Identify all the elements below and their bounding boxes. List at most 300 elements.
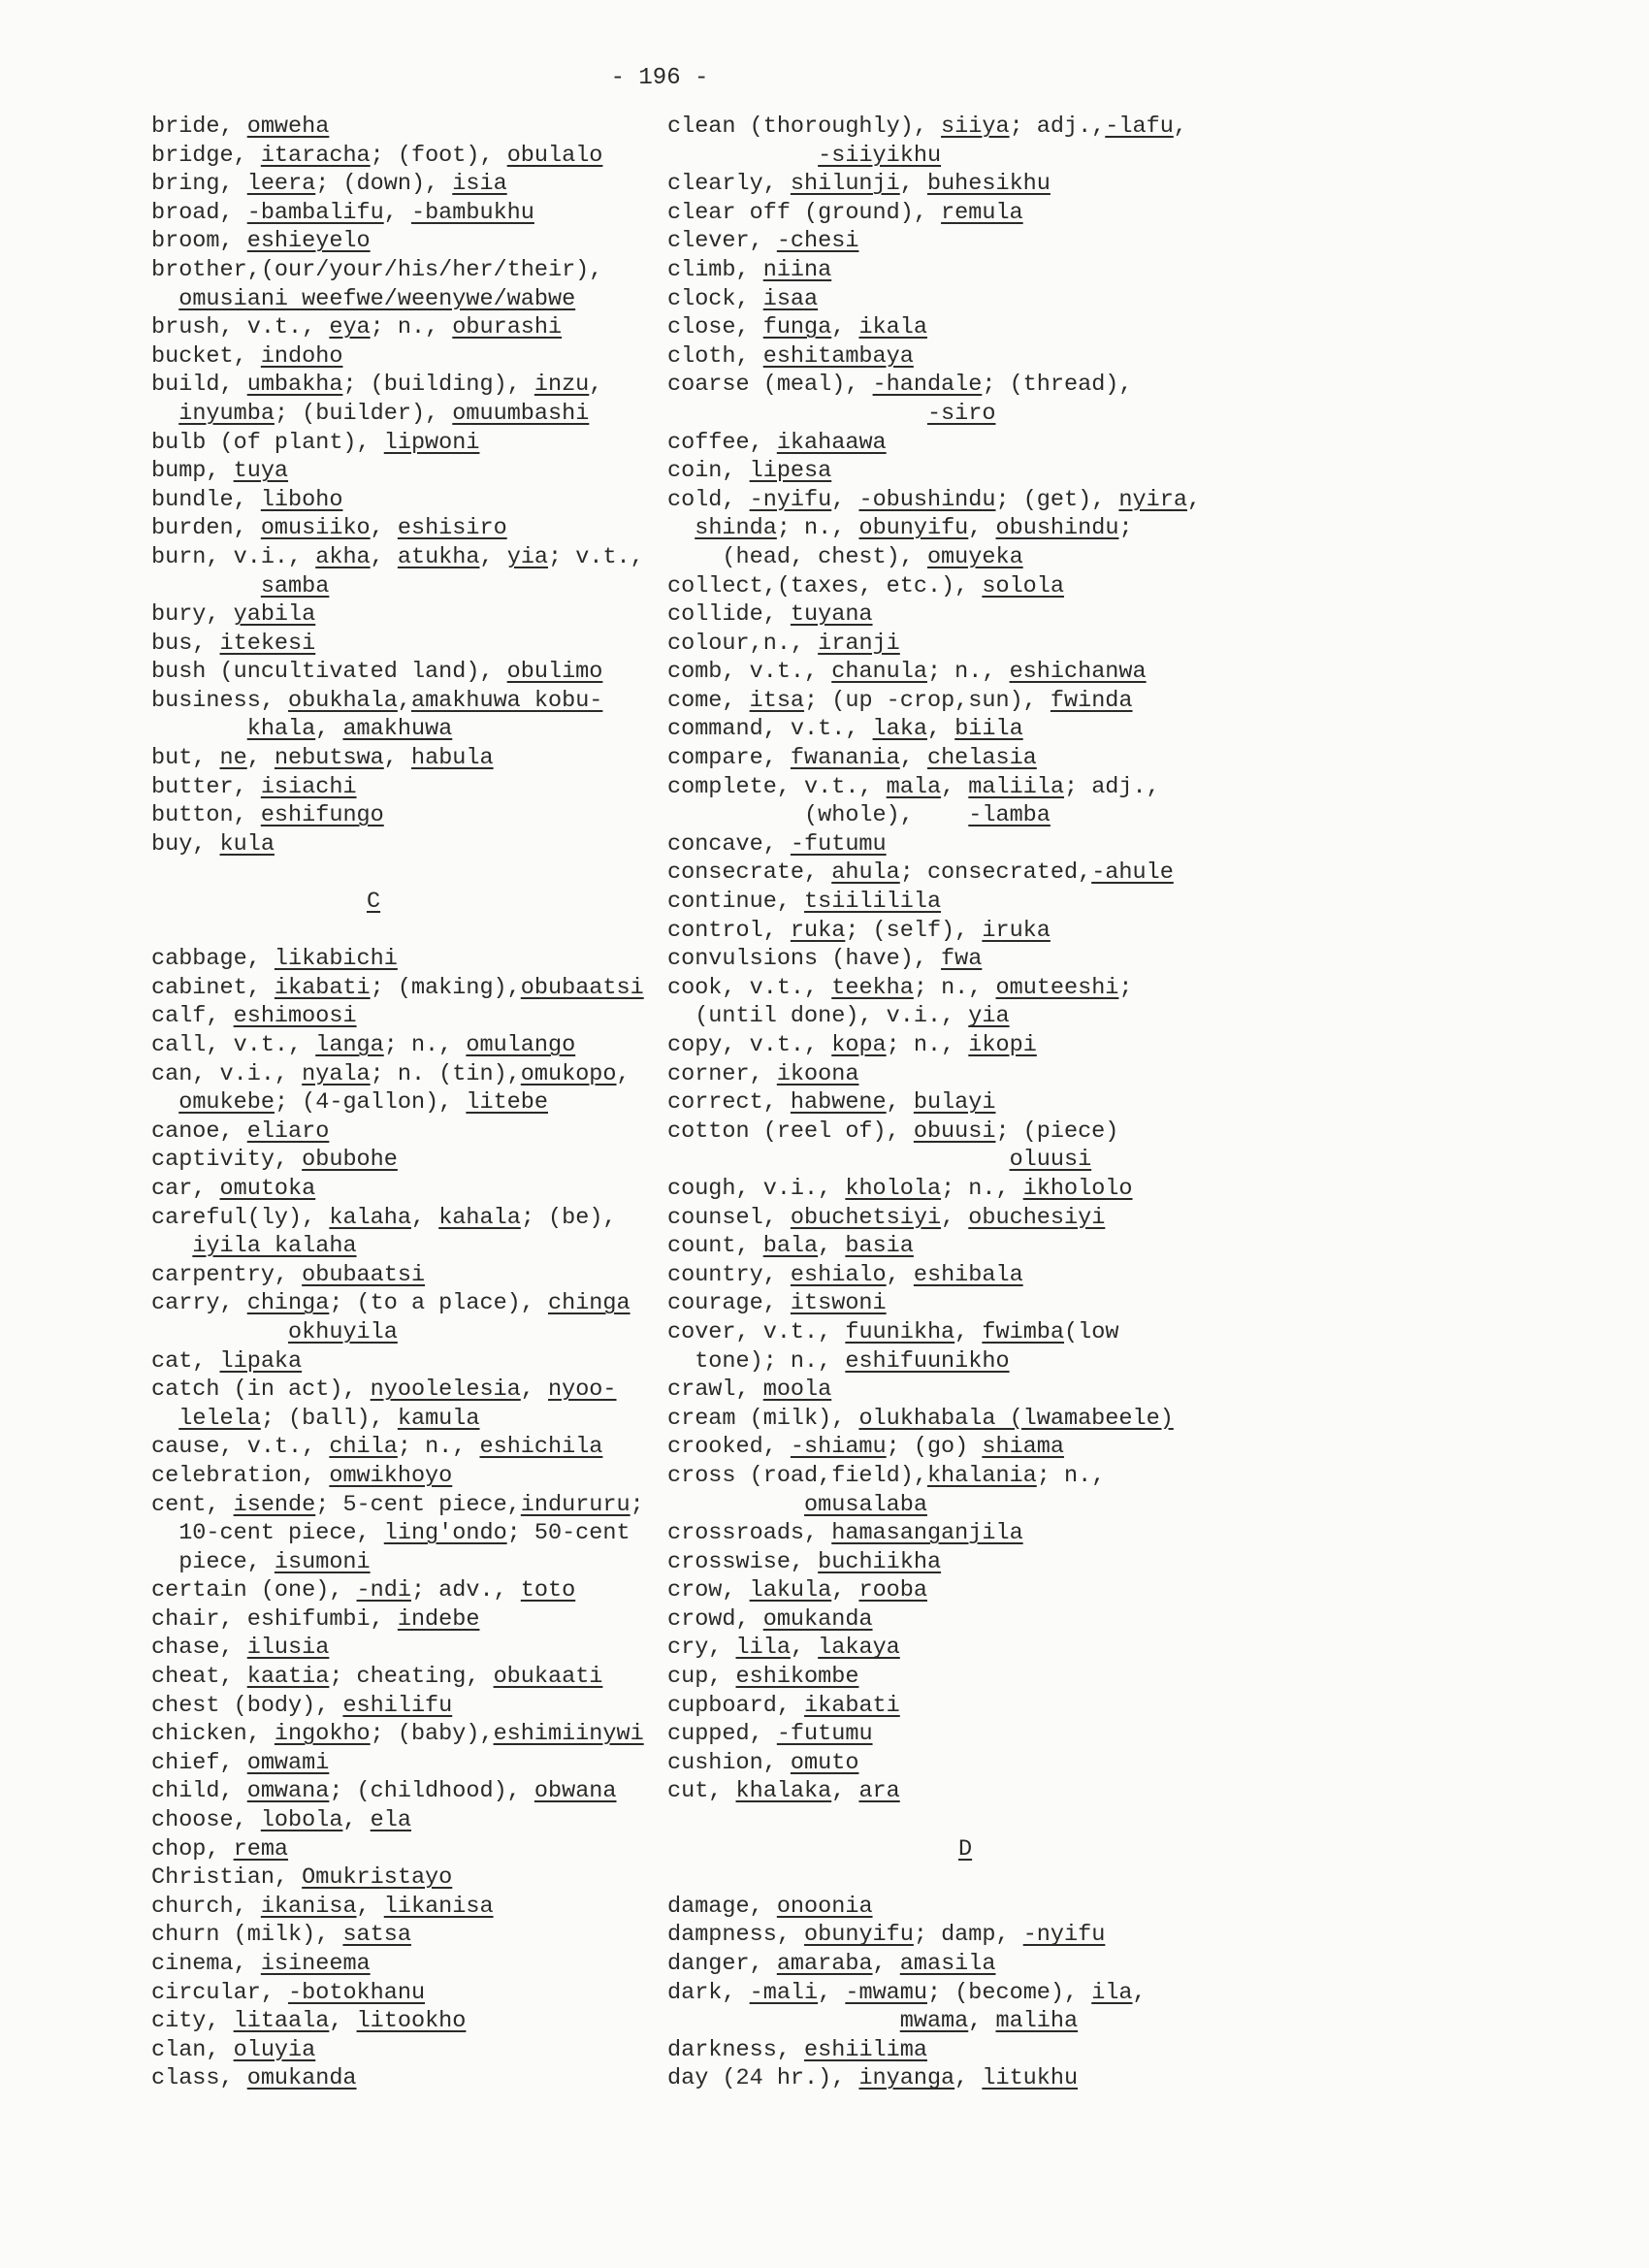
dictionary-entry-line xyxy=(667,600,1249,630)
dictionary-entry-line xyxy=(151,1777,665,1806)
luhya-term: isumoni xyxy=(274,1548,371,1575)
entry-text: churn (milk), xyxy=(151,1922,343,1949)
entry-text: , xyxy=(370,543,398,570)
entry-text: ; damp, xyxy=(913,1922,1023,1949)
luhya-term: -chesi xyxy=(776,228,859,255)
dictionary-entry-line xyxy=(667,744,1249,773)
entry-text: cheat, xyxy=(151,1664,247,1691)
dictionary-entry-line xyxy=(151,1318,665,1347)
dictionary-entry-line xyxy=(667,1175,1249,1204)
entry-text: canoe, xyxy=(151,1118,247,1145)
luhya-term: isaa xyxy=(762,285,819,312)
dictionary-entry-line xyxy=(667,1663,1249,1692)
luhya-term: basia xyxy=(845,1233,914,1260)
luhya-term: ila xyxy=(1091,1979,1133,2006)
luhya-term: bala xyxy=(762,1233,819,1260)
entry-text: ; (4-gallon), xyxy=(274,1089,467,1117)
dictionary-entry-line xyxy=(667,888,1249,917)
entry-text: convulsions (have), xyxy=(667,946,942,973)
luhya-term: laka xyxy=(872,716,927,743)
luhya-term: oburashi xyxy=(452,314,563,341)
dictionary-entry-line xyxy=(151,1002,665,1031)
dictionary-entry-line xyxy=(151,1491,665,1520)
entry-text: cold, xyxy=(667,486,750,513)
entry-text: , xyxy=(315,716,343,743)
dictionary-entry-line xyxy=(667,773,1249,802)
dictionary-entry-line xyxy=(151,342,665,372)
dictionary-entry-line xyxy=(151,744,665,773)
entry-text: , xyxy=(616,1060,630,1087)
entry-text: consecrate, xyxy=(667,859,832,887)
dictionary-entry-line xyxy=(667,1893,1249,1922)
luhya-term: -bambukhu xyxy=(410,199,534,226)
entry-text: class, xyxy=(151,2065,247,2092)
entry-text: ; adj., xyxy=(1009,113,1106,140)
luhya-term: lakula xyxy=(749,1577,832,1604)
luhya-term: ikahaawa xyxy=(776,429,887,456)
luhya-term: kopa xyxy=(831,1032,887,1058)
dictionary-entry-line xyxy=(667,1289,1249,1318)
luhya-term: eshimiinywi xyxy=(493,1721,644,1748)
entry-text: but, xyxy=(151,745,220,772)
luhya-term: olukhabala (lwamabeele) xyxy=(858,1405,1174,1432)
entry-text: clear off (ground), xyxy=(667,199,942,226)
entry-text: carpentry, xyxy=(151,1261,303,1288)
luhya-term: ne xyxy=(219,745,247,772)
luhya-term: shiama xyxy=(982,1434,1064,1461)
dictionary-entry-line xyxy=(667,1031,1249,1060)
entry-text: bury, xyxy=(151,601,234,629)
luhya-term: satsa xyxy=(342,1922,411,1949)
luhya-term: yabila xyxy=(233,601,316,629)
dictionary-entry-line xyxy=(151,801,665,830)
dictionary-entry-line xyxy=(151,400,665,429)
dictionary-entry-line xyxy=(151,1749,665,1778)
luhya-term: ling'ondo xyxy=(383,1520,507,1547)
dictionary-entry-line xyxy=(667,429,1249,458)
luhya-term: kamula xyxy=(397,1405,480,1432)
entry-text: cover, v.t., xyxy=(667,1318,846,1345)
entry-text xyxy=(667,515,695,541)
entry-text: cabinet, xyxy=(151,974,275,1001)
luhya-term: eshimoosi xyxy=(233,1003,357,1030)
entry-text: cotton (reel of), xyxy=(667,1118,914,1145)
luhya-term: itsa xyxy=(749,687,805,714)
luhya-term: inyanga xyxy=(858,2065,955,2092)
entry-text: cross (road,field), xyxy=(667,1462,927,1489)
dictionary-entry-line xyxy=(151,371,665,400)
luhya-term: litaala xyxy=(233,2008,330,2035)
luhya-term: obubaatsi xyxy=(520,974,644,1001)
entry-text: ; (become), xyxy=(926,1979,1092,2006)
luhya-term: fwimba xyxy=(982,1318,1065,1345)
entry-text: ; adj., xyxy=(1064,773,1160,800)
entry-text: crowd, xyxy=(667,1605,763,1633)
luhya-term: eshialo xyxy=(790,1261,887,1288)
dictionary-entry-line xyxy=(667,543,1249,572)
luhya-term: remula xyxy=(941,199,1023,226)
entry-text: cut, xyxy=(667,1778,736,1805)
entry-text: ; n., xyxy=(370,314,453,341)
entry-text: , xyxy=(383,745,411,772)
dictionary-entry-line xyxy=(667,1777,1249,1806)
entry-text: bride, xyxy=(151,113,247,140)
luhya-term: chinga xyxy=(547,1290,630,1317)
luhya-term: -bambalifu xyxy=(246,199,384,226)
entry-text: , xyxy=(356,1893,384,1920)
entry-text: button, xyxy=(151,802,261,829)
entry-text: calf, xyxy=(151,1003,234,1030)
luhya-term: yia xyxy=(506,543,549,570)
dictionary-entry-line xyxy=(151,543,665,572)
luhya-term: lila xyxy=(735,1635,791,1662)
luhya-term: omusiiko xyxy=(260,515,371,542)
dictionary-entry-line xyxy=(667,1605,1249,1635)
entry-text: crosswise, xyxy=(667,1548,819,1575)
luhya-term: likanisa xyxy=(383,1893,494,1920)
dictionary-entry-line xyxy=(151,2064,665,2093)
dictionary-entry-line xyxy=(151,1548,665,1577)
entry-text: cream (milk), xyxy=(667,1405,859,1432)
entry-text: ; cheating, xyxy=(329,1664,494,1691)
entry-text: cupped, xyxy=(667,1721,777,1748)
dictionary-entry-line xyxy=(667,1002,1249,1031)
entry-text: car, xyxy=(151,1175,220,1202)
entry-text: count, xyxy=(667,1233,763,1260)
dictionary-entry-line xyxy=(151,945,665,974)
luhya-term: isende xyxy=(233,1491,316,1518)
dictionary-entry-line xyxy=(151,199,665,228)
entry-text: ; n., xyxy=(913,974,996,1001)
entry-text: ; adv., xyxy=(410,1577,521,1604)
entry-text: command, v.t., xyxy=(667,716,873,743)
entry-text: ; n., xyxy=(1036,1462,1106,1489)
entry-text: cushion, xyxy=(667,1749,791,1776)
luhya-term: lipwoni xyxy=(383,429,480,456)
luhya-term: iranji xyxy=(818,630,900,657)
entry-text: , xyxy=(370,515,398,542)
dictionary-entry-line xyxy=(151,1634,665,1663)
dictionary-entry-line xyxy=(151,1088,665,1118)
entry-text: , xyxy=(872,1951,900,1977)
dictionary-entry-line xyxy=(667,974,1249,1003)
entry-text: dampness, xyxy=(667,1922,805,1949)
luhya-term: ara xyxy=(858,1778,900,1805)
dictionary-entry-line xyxy=(151,170,665,199)
luhya-term: indururu xyxy=(520,1491,630,1518)
dictionary-entry-line xyxy=(151,1692,665,1721)
dictionary-entry-line xyxy=(151,313,665,342)
entry-text: cause, v.t., xyxy=(151,1434,330,1461)
entry-text: ; xyxy=(1118,515,1133,542)
dictionary-entry-line xyxy=(667,1347,1249,1377)
entry-text: crawl, xyxy=(667,1377,763,1404)
entry-text: ; 50-cent xyxy=(506,1520,630,1547)
dictionary-entry-line xyxy=(667,1921,1249,1950)
dictionary-entry-line xyxy=(667,170,1249,199)
luhya-term: shilunji xyxy=(790,171,900,198)
entry-text: circular, xyxy=(151,1979,289,2006)
luhya-term: omweha xyxy=(246,113,330,140)
luhya-term: hamasanganjila xyxy=(831,1520,1023,1547)
dictionary-entry-line xyxy=(151,1232,665,1261)
entry-text: darkness, xyxy=(667,2036,805,2063)
luhya-term: eshiilima xyxy=(804,2036,927,2063)
entry-text: ; (ball), xyxy=(260,1405,398,1432)
luhya-term: obuusi xyxy=(913,1118,996,1145)
luhya-term: -siro xyxy=(926,400,996,427)
entry-text: ; (to a place), xyxy=(329,1290,548,1317)
entry-text: dark, xyxy=(667,1979,750,2006)
entry-text: church, xyxy=(151,1893,261,1920)
luhya-term: buchiikha xyxy=(818,1548,942,1575)
entry-text: damage, xyxy=(667,1893,777,1920)
entry-text: ; (building), xyxy=(342,372,534,399)
dictionary-entry-line xyxy=(151,687,665,716)
luhya-term: itekesi xyxy=(219,630,316,657)
luhya-term: mwama xyxy=(899,2008,969,2035)
luhya-term: nyala xyxy=(302,1060,371,1087)
entry-text: call, v.t., xyxy=(151,1032,316,1058)
luhya-term: -botokhanu xyxy=(288,1979,426,2006)
entry-text: celebration, xyxy=(151,1462,330,1489)
luhya-term: omwikhoyo xyxy=(329,1462,453,1489)
dictionary-entry-line xyxy=(667,514,1249,543)
luhya-term: omutoka xyxy=(219,1175,316,1202)
luhya-term: kholola xyxy=(845,1175,942,1202)
entry-text: burn, v.i., xyxy=(151,543,316,570)
entry-text xyxy=(667,401,927,427)
left-column xyxy=(151,113,665,2093)
luhya-term: nyoo- xyxy=(548,1377,617,1404)
luhya-term: ikopi xyxy=(968,1032,1037,1058)
entry-text: catch (in act), xyxy=(151,1377,371,1404)
entry-text xyxy=(667,1492,804,1518)
dictionary-entry-line xyxy=(667,1576,1249,1605)
luhya-term: -lafu xyxy=(1105,113,1174,140)
entry-text: , xyxy=(479,543,507,570)
entry-text: cup, xyxy=(667,1664,736,1691)
luhya-term: litebe xyxy=(466,1089,548,1117)
entry-text: ; n., xyxy=(776,515,859,542)
luhya-term: -siiyikhu xyxy=(818,142,942,169)
entry-text: (head, chest), xyxy=(667,543,927,570)
entry-text xyxy=(151,1233,192,1259)
dictionary-entry-line xyxy=(151,773,665,802)
entry-text: climb, xyxy=(667,256,763,283)
luhya-term: eshibala xyxy=(913,1261,1023,1288)
entry-text xyxy=(151,286,178,312)
luhya-term: eshifungo xyxy=(260,802,384,829)
dictionary-entry-line xyxy=(151,1605,665,1635)
entry-text: , xyxy=(954,1318,983,1345)
luhya-term: -nyifu xyxy=(749,486,832,513)
luhya-term: itswoni xyxy=(790,1290,887,1317)
dictionary-entry-line xyxy=(151,1289,665,1318)
entry-text: , xyxy=(1186,486,1202,513)
entry-text: , xyxy=(790,1635,819,1662)
entry-text: counsel, xyxy=(667,1204,791,1231)
luhya-term: samba xyxy=(260,572,330,599)
dictionary-entry-line xyxy=(667,687,1249,716)
luhya-term: rooba xyxy=(858,1577,927,1604)
dictionary-entry-line xyxy=(667,917,1249,946)
luhya-term: lipesa xyxy=(749,458,832,485)
entry-text: ; (go) xyxy=(886,1434,983,1461)
entry-text: ; n., xyxy=(941,1175,1023,1202)
dictionary-entry-line xyxy=(667,113,1249,142)
dictionary-entry-line xyxy=(151,572,665,601)
entry-text: captivity, xyxy=(151,1147,303,1174)
entry-text: ; (baby), xyxy=(370,1721,494,1748)
luhya-term: khalania xyxy=(926,1462,1037,1489)
entry-text: , xyxy=(941,773,969,800)
luhya-term: indebe xyxy=(397,1605,480,1633)
entry-text: chop, xyxy=(151,1835,234,1863)
entry-text: chicken, xyxy=(151,1721,275,1748)
dictionary-entry-line xyxy=(151,285,665,314)
dictionary-entry-line xyxy=(151,1146,665,1175)
entry-text: ; (foot), xyxy=(370,142,507,169)
entry-text: collect,(taxes, etc.), xyxy=(667,572,983,599)
dictionary-entry-line xyxy=(667,630,1249,659)
entry-text: crossroads, xyxy=(667,1520,832,1547)
dictionary-entry-line xyxy=(151,1720,665,1749)
dictionary-entry-line xyxy=(667,2064,1249,2093)
entry-text: , xyxy=(899,171,927,198)
entry-text: ; 5-cent piece, xyxy=(315,1491,521,1518)
dictionary-entry-line xyxy=(667,313,1249,342)
entry-text: ; n., xyxy=(397,1434,480,1461)
luhya-term: ikabati xyxy=(274,974,371,1001)
dictionary-entry-line xyxy=(667,1548,1249,1577)
luhya-term: eya xyxy=(329,314,371,341)
entry-text: ; (piece) xyxy=(995,1118,1119,1145)
luhya-term: fuunikha xyxy=(845,1318,955,1345)
entry-text: crooked, xyxy=(667,1434,791,1461)
luhya-term: buhesikhu xyxy=(926,171,1051,198)
luhya-term: khala xyxy=(246,716,316,743)
dictionary-entry-line xyxy=(151,2007,665,2036)
section-letter: D xyxy=(958,1835,973,1863)
dictionary-entry-line xyxy=(151,1060,665,1089)
section-letter: C xyxy=(367,889,381,916)
dictionary-entry-line xyxy=(667,486,1249,515)
entry-text: courage, xyxy=(667,1290,791,1317)
entry-text: compare, xyxy=(667,745,791,772)
entry-text: child, xyxy=(151,1778,247,1805)
entry-text: brush, v.t., xyxy=(151,314,330,341)
dictionary-entry-line xyxy=(151,227,665,256)
entry-text: , xyxy=(589,372,603,399)
luhya-term: lobola xyxy=(260,1807,343,1834)
page-number: - 196 - xyxy=(610,65,709,91)
entry-text xyxy=(151,1319,288,1345)
luhya-term: ikanisa xyxy=(260,1893,357,1920)
entry-text: comb, v.t., xyxy=(667,659,832,686)
luhya-term: -obushindu xyxy=(858,486,996,513)
dictionary-entry-line xyxy=(151,1462,665,1491)
entry-text: clean (thoroughly), xyxy=(667,113,942,140)
luhya-term: moola xyxy=(762,1377,832,1404)
entry-text: ; (self), xyxy=(845,917,983,944)
entry-text: bundle, xyxy=(151,486,261,513)
dictionary-entry-line xyxy=(667,1318,1249,1347)
entry-text: continue, xyxy=(667,889,805,916)
entry-text: chief, xyxy=(151,1749,247,1776)
dictionary-entry-line xyxy=(667,1462,1249,1491)
luhya-term: -futumu xyxy=(776,1721,873,1748)
entry-text: ; xyxy=(630,1491,644,1518)
luhya-term: tsiililila xyxy=(804,889,942,916)
entry-text: ; v.t., xyxy=(548,543,644,570)
dictionary-entry-line xyxy=(151,142,665,171)
luhya-term: liboho xyxy=(260,486,343,513)
luhya-term: omusalaba xyxy=(804,1491,927,1518)
dictionary-entry-line xyxy=(667,801,1249,830)
entry-text: build, xyxy=(151,372,247,399)
entry-text: bump, xyxy=(151,458,234,485)
luhya-term: amaraba xyxy=(776,1951,873,1977)
luhya-term: shinda xyxy=(695,515,777,542)
entry-text: , xyxy=(831,314,859,341)
entry-text: ; (builder), xyxy=(274,400,453,427)
entry-text: clever, xyxy=(667,228,777,255)
entry-text: , xyxy=(246,745,275,772)
entry-text: piece, xyxy=(151,1548,275,1575)
entry-text: tone); n., xyxy=(667,1347,846,1375)
luhya-term: omuto xyxy=(790,1749,859,1776)
entry-text: clearly, xyxy=(667,171,791,198)
entry-text: , xyxy=(968,2008,996,2035)
luhya-term: omwana xyxy=(246,1778,330,1805)
dictionary-entry-line xyxy=(667,1634,1249,1663)
luhya-term: eliaro xyxy=(246,1118,330,1145)
entry-text: carry, xyxy=(151,1290,247,1317)
entry-text xyxy=(667,1147,1010,1173)
luhya-term: obulimo xyxy=(506,659,603,686)
luhya-term: nyira xyxy=(1118,486,1187,513)
entry-text: broad, xyxy=(151,199,247,226)
dictionary-entry-line xyxy=(151,514,665,543)
luhya-term: eshisiro xyxy=(397,515,507,542)
entry-text: coffee, xyxy=(667,429,777,456)
luhya-term: oluusi xyxy=(1009,1147,1092,1174)
luhya-term: omuumbashi xyxy=(452,400,590,427)
dictionary-entry-line xyxy=(667,715,1249,744)
luhya-term: maliila xyxy=(968,773,1064,800)
entry-text: careful(ly), xyxy=(151,1204,330,1231)
dictionary-entry-line xyxy=(667,859,1249,888)
dictionary-entry-line xyxy=(667,1720,1249,1749)
luhya-term: ilusia xyxy=(246,1635,330,1662)
entry-text: copy, v.t., xyxy=(667,1032,832,1058)
dictionary-entry-line xyxy=(151,1979,665,2008)
luhya-term: eshitambaya xyxy=(762,342,914,370)
dictionary-entry-line xyxy=(151,1576,665,1605)
blank-line xyxy=(151,917,665,946)
dictionary-entry-line xyxy=(151,974,665,1003)
entry-text: , xyxy=(941,1204,969,1231)
dictionary-entry-line xyxy=(151,1347,665,1377)
luhya-term: litookho xyxy=(356,2008,467,2035)
entry-text: danger, xyxy=(667,1951,777,1977)
luhya-term: -lamba xyxy=(968,802,1051,829)
entry-text: complete, v.t., xyxy=(667,773,887,800)
dictionary-entry-line xyxy=(667,227,1249,256)
dictionary-entry-line xyxy=(667,1433,1249,1462)
luhya-term: obukhala xyxy=(288,687,398,714)
